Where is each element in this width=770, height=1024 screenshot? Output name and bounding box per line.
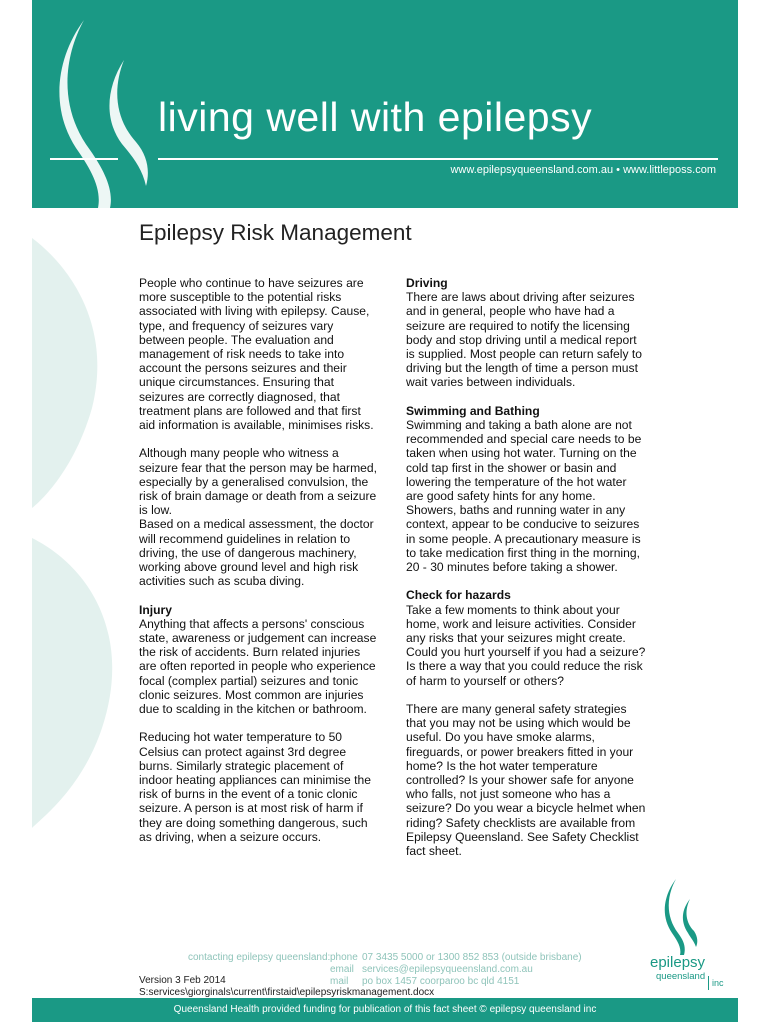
left-column bbox=[139, 276, 379, 858]
logo-inc: inc bbox=[708, 976, 724, 990]
paragraph: Reducing hot water temperature to 50 Celsius can protect against 3rd degree burns. Similarly strategic placement of indoor heating appliances can minimise the risk of burns in the event of a tonic clonic seizure. A person is at most risk of harm if they are doing something dangerous, such as driving, when a seizure occurs. bbox=[139, 730, 371, 844]
website-links[interactable]: www.epilepsyqueensland.com.au • www.littleposs.com bbox=[450, 164, 716, 176]
contact-label: contacting epilepsy queensland: bbox=[188, 952, 331, 963]
tagline: living well with epilepsy bbox=[158, 94, 593, 140]
logo-name: epilepsy bbox=[650, 954, 706, 971]
funding-bar: Queensland Health provided funding for publication of this fact sheet © epilepsy queensland inc bbox=[32, 998, 738, 1022]
paragraph: Based on a medical assessment, the doctor will recommend guidelines in relation to driving, the use of dangerous machinery, working above ground level and high risk activities such as scuba diving. bbox=[139, 517, 374, 589]
version-label: Version 3 Feb 2014 bbox=[139, 975, 226, 986]
background-swoosh-icon bbox=[32, 208, 152, 908]
section-heading-driving: Driving bbox=[406, 276, 448, 290]
phone-key: phone bbox=[330, 952, 358, 963]
email-value[interactable]: services@epilepsyqueensland.com.au bbox=[362, 964, 533, 975]
version-info bbox=[139, 975, 434, 999]
header-rule-right bbox=[158, 158, 718, 160]
paragraph: There are laws about driving after seizures and in general, people who have had a seizure are required to notify the licensing body and stop driving until a medical report is supplied. Most people can return safely to driving but the length of time a person must wait varies between individuals. bbox=[406, 290, 642, 390]
section-heading-swimming: Swimming and Bathing bbox=[406, 403, 540, 418]
paragraph: There are many general safety strategies that you may not be using which would be useful. Do you have smoke alarms, fireguards, or power breakers fitted in your home? Is the hot water temperature controlled? Is your shower safe for anyone who falls, not just someone who has a seizure? Do you wear a bicycle helmet when riding? Safety checklists are available from Epilepsy Queensland. See Safety Checklist fact sheet. bbox=[406, 702, 646, 859]
email-key: email bbox=[330, 964, 354, 975]
paragraph: Although many people who witness a seizure fear that the person may be harmed, especially by a generalised convulsion, the risk of brain damage or death from a seizure is low. bbox=[139, 446, 377, 518]
header-rule-left bbox=[50, 158, 118, 160]
mail-key: mail bbox=[330, 976, 349, 987]
phone-value: 07 3435 5000 or 1300 852 853 (outside brisbane) bbox=[362, 952, 582, 963]
page-title: Epilepsy Risk Management bbox=[139, 220, 412, 245]
paragraph: Take a few moments to think about your home, work and leisure activities. Consider any risks that your seizures might create. Could you hurt yourself if you had a seizure? Is there a way that you could reduce the risk of harm to yourself or others? bbox=[406, 602, 646, 688]
right-column bbox=[406, 276, 646, 872]
mail-value: po box 1457 coorparoo bc qld 4151 bbox=[362, 976, 520, 987]
section-heading-injury: Injury bbox=[139, 602, 172, 617]
file-path: S:services\giorginals\current\firstaid\epilepsyriskmanagement.docx bbox=[139, 987, 435, 998]
logo-subtitle: queensland bbox=[656, 971, 706, 982]
epilepsy-queensland-logo-icon bbox=[660, 875, 706, 955]
paragraph: Swimming and taking a bath alone are not recommended and special care needs to be taken when using hot water. Turning on the cold tap first in the shower or basin and lowering the temperature of the hot water are good safety hints for any home. Showers, baths and running water in any context, appear to be conducive to seizures in some people. A precautionary measure is to take medication first thing in the morning, 20 - 30 minutes before taking a shower. bbox=[406, 418, 642, 575]
intro-paragraph: People who continue to have seizures are more susceptible to the potential risks associated with living with epilepsy. Cause, type, and frequency of seizures vary between people. The evaluation and management of risk needs to take into account the persons seizures and their unique circumstances. Ensuring that seizures are correctly diagnosed, that treatment plans are followed and that first aid information is available, minimises risks. bbox=[139, 276, 374, 433]
header-banner bbox=[32, 0, 738, 208]
section-heading-hazards: Check for hazards bbox=[406, 588, 511, 603]
paragraph: Anything that affects a persons' conscious state, awareness or judgement can increase the risk of accidents. Burn related injuries are often reported in people who experience focal (complex partial) seizures and tonic clonic seizures. Most common are injuries due to scalding in the kitchen or bathroom. bbox=[139, 616, 377, 717]
